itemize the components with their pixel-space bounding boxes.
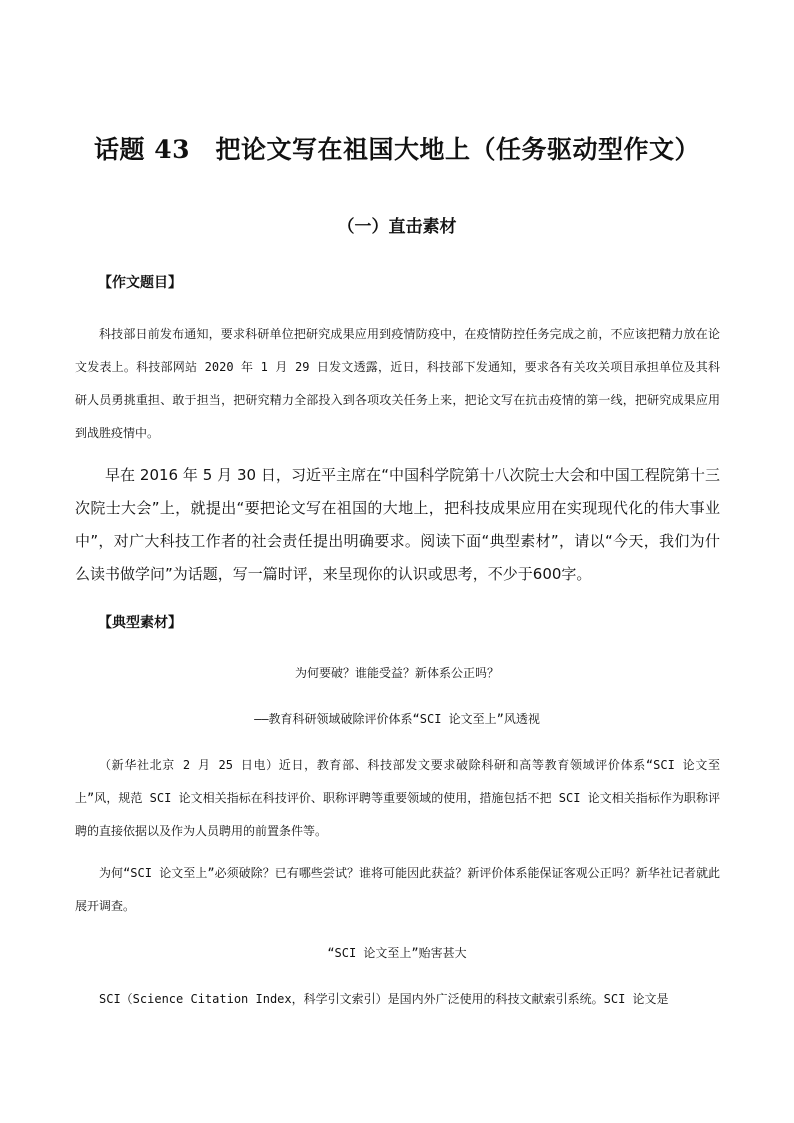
sub-heading: “SCI 论文至上”贻害甚大 bbox=[327, 946, 467, 960]
article-title: 为何要破？谁能受益？新体系公正吗？ bbox=[294, 666, 499, 680]
instruction-paragraph: 早在 2016 年 5 月 30 日，习近平主席在“中国科学院第十八次院士大会和中国工程院第十三次院士大会”上，就提出“要把论文写在祖国的大地上，把科技成果应用在实现现代化的伟大事业中”，对广大科技工作者的社会责任提出明确要求。阅读下面“典型素材”，请以“今天，我们为什么读书做学问”为话题，写一篇时评，来呈现你的认识或思考，不少于600字。 bbox=[75, 466, 720, 583]
essay-topic-heading: 【作文题目】 bbox=[98, 275, 182, 291]
news-paragraph-3: SCI（Science Citation Index，科学引文索引）是国内外广泛使用的科技文献索引系统。SCI 论文是 bbox=[99, 992, 669, 1006]
notice-paragraph: 科技部日前发布通知，要求科研单位把研究成果应用到疫情防疫中，在疫情防控任务完成之前，不应该把精力放在论文发表上。科技部网站 2020 年 1 月 29 日发文透露，近日，科技部下发通知，要求各有关攻关项目承担单位及其科研人员勇挑重担、敢于担当，把研究精力全部投入到各项攻关任务上来，把论文写在抗击疫情的第一线，把研究成果应用到战胜疫情中。 bbox=[75, 327, 720, 440]
news-paragraph-2: 为何“SCI 论文至上”必须破除？已有哪些尝试？谁将可能因此获益？新评价体系能保证客观公正吗？新华社记者就此展开调查。 bbox=[75, 866, 720, 913]
article-subtitle: ——教育科研领域破除评价体系“SCI 论文至上”风透视 bbox=[254, 712, 540, 726]
section-subtitle: （一）直击素材 bbox=[337, 217, 457, 237]
typical-material-heading: 【典型素材】 bbox=[98, 615, 182, 631]
page-title: 话题 43 把论文写在祖国大地上（任务驱动型作文） bbox=[94, 135, 700, 164]
news-paragraph-1: （新华社北京 2 月 25 日电）近日，教育部、科技部发文要求破除科研和高等教育领域评价体系“SCI 论文至上”风，规范 SCI 论文相关指标在科技评价、职称评聘等重要领域的使用，措施包括不把 SCI 论文相关指标作为职称评聘的直接依据以及作为人员聘用的前置条件等。 bbox=[75, 758, 720, 838]
